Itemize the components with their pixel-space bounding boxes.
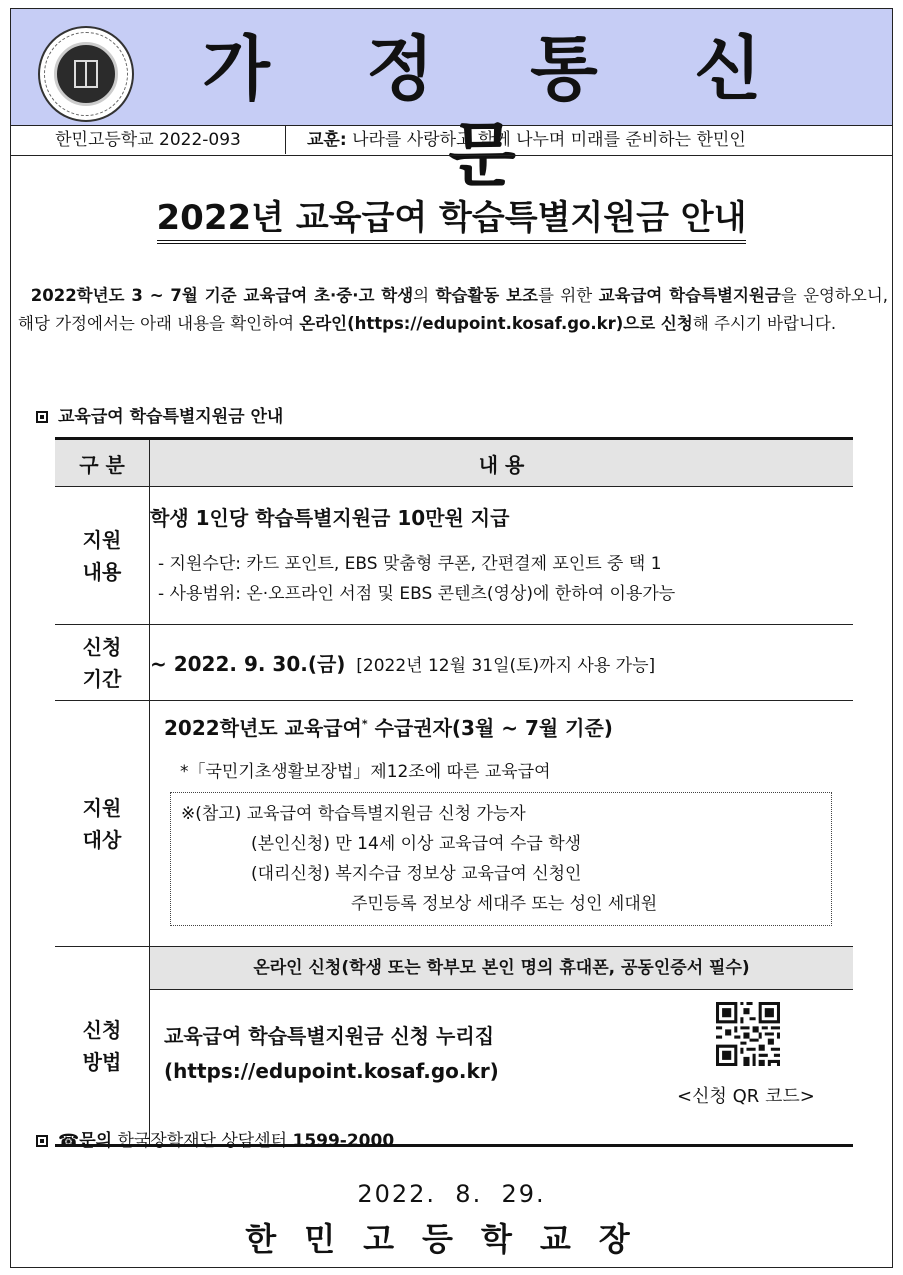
table-row: [55, 487, 853, 625]
info-bar: [10, 126, 893, 156]
school-motto: [307, 126, 746, 154]
reference-line-4: 주민등록 정보상 세대주 또는 성인 세대원: [351, 893, 658, 914]
row-label-support-text: 지원 내용: [82, 527, 122, 584]
online-apply-banner: 온라인 신청(학생 또는 학부모 본인 명의 휴대폰, 공동인증서 필수): [150, 947, 853, 990]
section-heading: [36, 402, 283, 427]
target-main-a: 2022학년도 교육급여: [164, 715, 362, 740]
period-note: [2022년 12월 31일(토)까지 사용 가능]: [356, 656, 656, 676]
table-row: [55, 625, 853, 701]
row-label-period-text: 신청 기간: [82, 634, 122, 691]
row-label-method-text: 신청 방법: [82, 1017, 122, 1074]
reference-line-1: ※(참고) 교육급여 학습특별지원금 신청 가능자: [181, 803, 526, 824]
intro-bold-3: 교육급여 학습특별지원금: [598, 286, 781, 305]
phone-icon: ☎: [58, 1131, 80, 1151]
inquiry-text: 한국장학재단 상담센터: [112, 1131, 293, 1151]
table-header-row: [55, 439, 853, 487]
row-label-target: [55, 701, 150, 947]
target-footnote-mark: *: [361, 716, 368, 730]
school-logo: [38, 26, 134, 122]
table-row: [55, 701, 853, 947]
square-bullet-icon: [36, 411, 48, 423]
intro-bold-4: 온라인(https://edupoint.kosaf.go.kr)으로 신청: [299, 314, 693, 333]
target-main-b: 수급권자(3월 ~ 7월 기준): [367, 715, 613, 740]
qr-code-icon[interactable]: [716, 1002, 780, 1066]
motto-text: 나라를 사랑하고 함께 나누며 미래를 준비하는 한민인: [352, 130, 746, 150]
period-content: [150, 625, 854, 701]
row-label-support: [55, 487, 150, 625]
intro-bold-1: 2022학년도 3 ~ 7월 기준 교육급여 초·중·고 학생: [30, 286, 414, 305]
info-table: [55, 437, 853, 1147]
row-label-target-text: 지원 대상: [82, 795, 122, 852]
issue-date: 2022. 8. 29.: [357, 1180, 546, 1208]
inquiry-line: [36, 1126, 394, 1151]
support-item-1: - 지원수단: 카드 포인트, EBS 맞춤형 쿠폰, 간편결제 포인트 중 택 1: [158, 554, 662, 574]
principal-signature: 한민고등학교장: [245, 1220, 658, 1258]
site-url-link[interactable]: (https://edupoint.kosaf.go.kr): [164, 1059, 499, 1083]
intro-paragraph: [18, 282, 888, 338]
target-footnote: *「국민기초생활보장법」제12조에 따른 교육급여: [180, 761, 551, 782]
school-document-number: 한민고등학교 2022-093: [11, 126, 286, 154]
row-label-period: [55, 625, 150, 701]
motto-label: 교훈:: [307, 130, 347, 150]
inquiry-label: 문의: [79, 1131, 113, 1151]
reference-line-3: (대리신청) 복지수급 정보상 교육급여 신청인: [251, 863, 582, 884]
header-content: 내 용: [150, 439, 854, 487]
target-main: [164, 712, 853, 741]
site-name: 교육급여 학습특별지원금 신청 누리집: [164, 1024, 495, 1048]
period-main: ~ 2022. 9. 30.(금): [150, 652, 346, 676]
page-title: 가 정 통 신 문: [202, 28, 798, 196]
square-bullet-icon: [36, 1135, 48, 1147]
inquiry-phone-number[interactable]: 1599-2000: [292, 1131, 395, 1151]
support-item-2: - 사용범위: 온·오프라인 서점 및 EBS 콘텐츠(영상)에 한하여 이용가능: [158, 584, 676, 604]
method-body: [150, 990, 853, 1144]
document-title: [0, 190, 903, 239]
support-content: [150, 487, 854, 625]
intro-text-1: 의: [413, 286, 436, 305]
document-title-text: 2022년 교육급여 학습특별지원금 안내: [157, 198, 747, 244]
target-content: [150, 701, 854, 947]
section-heading-text: 교육급여 학습특별지원금 안내: [58, 407, 284, 427]
support-main: 학생 1인당 학습특별지원금 10만원 지급: [150, 506, 510, 530]
table-row: [55, 947, 853, 1146]
method-content: [150, 947, 854, 1146]
intro-text-2: 를 위한: [538, 286, 599, 305]
reference-box: [170, 792, 832, 926]
reference-line-2: (본인신청) 만 14세 이상 교육급여 수급 학생: [251, 833, 582, 854]
intro-text-3: 을 운영하오니, 해당 가정에서는 아래 내용을 확인하여: [18, 286, 889, 333]
header-category: 구 분: [55, 439, 150, 487]
intro-text-4: 해 주시기 바랍니다.: [692, 314, 837, 333]
intro-bold-2: 학습활동 보조: [435, 286, 538, 305]
row-label-method: [55, 947, 150, 1146]
qr-caption: <신청 QR 코드>: [677, 1086, 815, 1107]
